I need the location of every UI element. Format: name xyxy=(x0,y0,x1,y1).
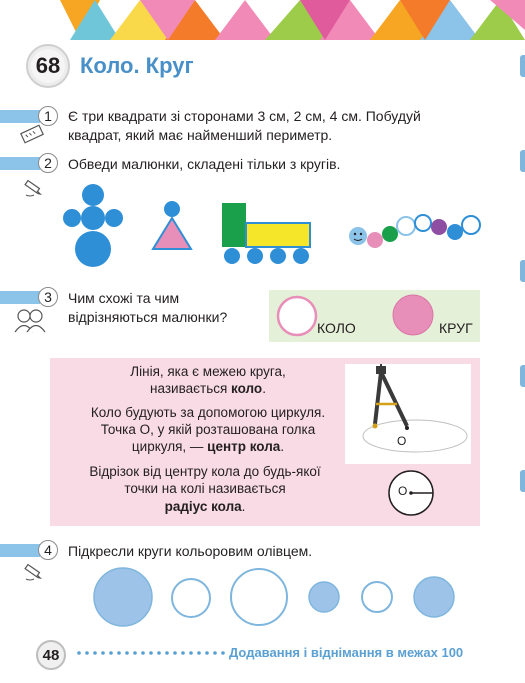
kolo-label: КОЛО xyxy=(317,320,356,336)
lesson-title: Коло. Круг xyxy=(80,53,194,78)
outline-circle xyxy=(172,579,210,617)
lesson-number-badge: 68 xyxy=(26,44,70,88)
task-text: Є три квадрати зі сторонами 3 см, 2 см, 4 см. Побудуй квадрат, який має найменший периметр. xyxy=(68,108,421,143)
side-marker xyxy=(520,260,525,282)
compass-illustration xyxy=(345,364,471,464)
outline-circle xyxy=(231,569,287,625)
pencil-icon xyxy=(22,561,46,583)
definition-line: радіус кола. xyxy=(164,499,246,514)
definition-line: циркуля, — центр кола. xyxy=(131,439,285,454)
side-marker xyxy=(520,470,525,492)
task-number: 2 xyxy=(38,153,58,173)
side-marker xyxy=(520,365,525,387)
definition-line: називається коло. xyxy=(150,381,266,396)
radius-center-label: O xyxy=(398,484,408,498)
side-marker xyxy=(520,150,525,172)
kolo-circle-outline xyxy=(275,294,319,338)
figure-triangle-person xyxy=(150,200,194,252)
filled-circle xyxy=(309,582,339,612)
definition-line: Відрізок від центру кола до будь-якої xyxy=(89,464,321,479)
definition-line: точки на колі називається xyxy=(124,481,286,496)
compass-icon xyxy=(345,364,471,464)
side-marker xyxy=(520,55,525,77)
outline-circle xyxy=(362,582,392,612)
pair-work-icon xyxy=(14,307,46,333)
ruler-icon xyxy=(20,124,44,146)
top-decoration xyxy=(0,0,525,40)
task-bar xyxy=(0,544,40,557)
figure-train xyxy=(220,203,314,267)
task-text: Підкресли круги кольоровим олівцем. xyxy=(68,543,313,559)
krug-filled-circle xyxy=(391,293,435,337)
task-bar xyxy=(0,110,40,123)
filled-circle xyxy=(94,568,152,626)
task-number: 1 xyxy=(38,106,58,126)
krug-label: КРУГ xyxy=(439,320,473,336)
compass-center-label: O xyxy=(397,434,407,448)
task4-circles xyxy=(90,566,470,628)
page-number: 48 xyxy=(36,640,66,670)
task-number: 4 xyxy=(38,540,58,560)
kolo-krug-illustration xyxy=(269,290,480,342)
definition-line: Лінія, яка є межею круга, xyxy=(130,364,286,379)
task-bar xyxy=(0,157,40,170)
radius-illustration xyxy=(386,468,436,518)
task-number: 3 xyxy=(38,287,58,307)
task-text: Обведи малюнки, складені тільки з кругів. xyxy=(68,156,341,172)
task-text: Чим схожі та чим відрізняються малюнки? xyxy=(68,290,228,325)
figure-caterpillar xyxy=(346,212,482,252)
definition-line: Точка О, у якій розташована голка xyxy=(100,422,316,437)
radius-circle-icon xyxy=(386,468,436,518)
pencil-icon xyxy=(22,177,46,199)
task-bar xyxy=(0,291,40,304)
footer-dots xyxy=(76,648,226,658)
section-title: Додавання і віднімання в межах 100 xyxy=(229,645,464,660)
definition-line: Коло будують за допомогою циркуля. xyxy=(90,405,326,420)
figure-circle-person xyxy=(60,183,126,269)
filled-circle xyxy=(414,577,454,617)
